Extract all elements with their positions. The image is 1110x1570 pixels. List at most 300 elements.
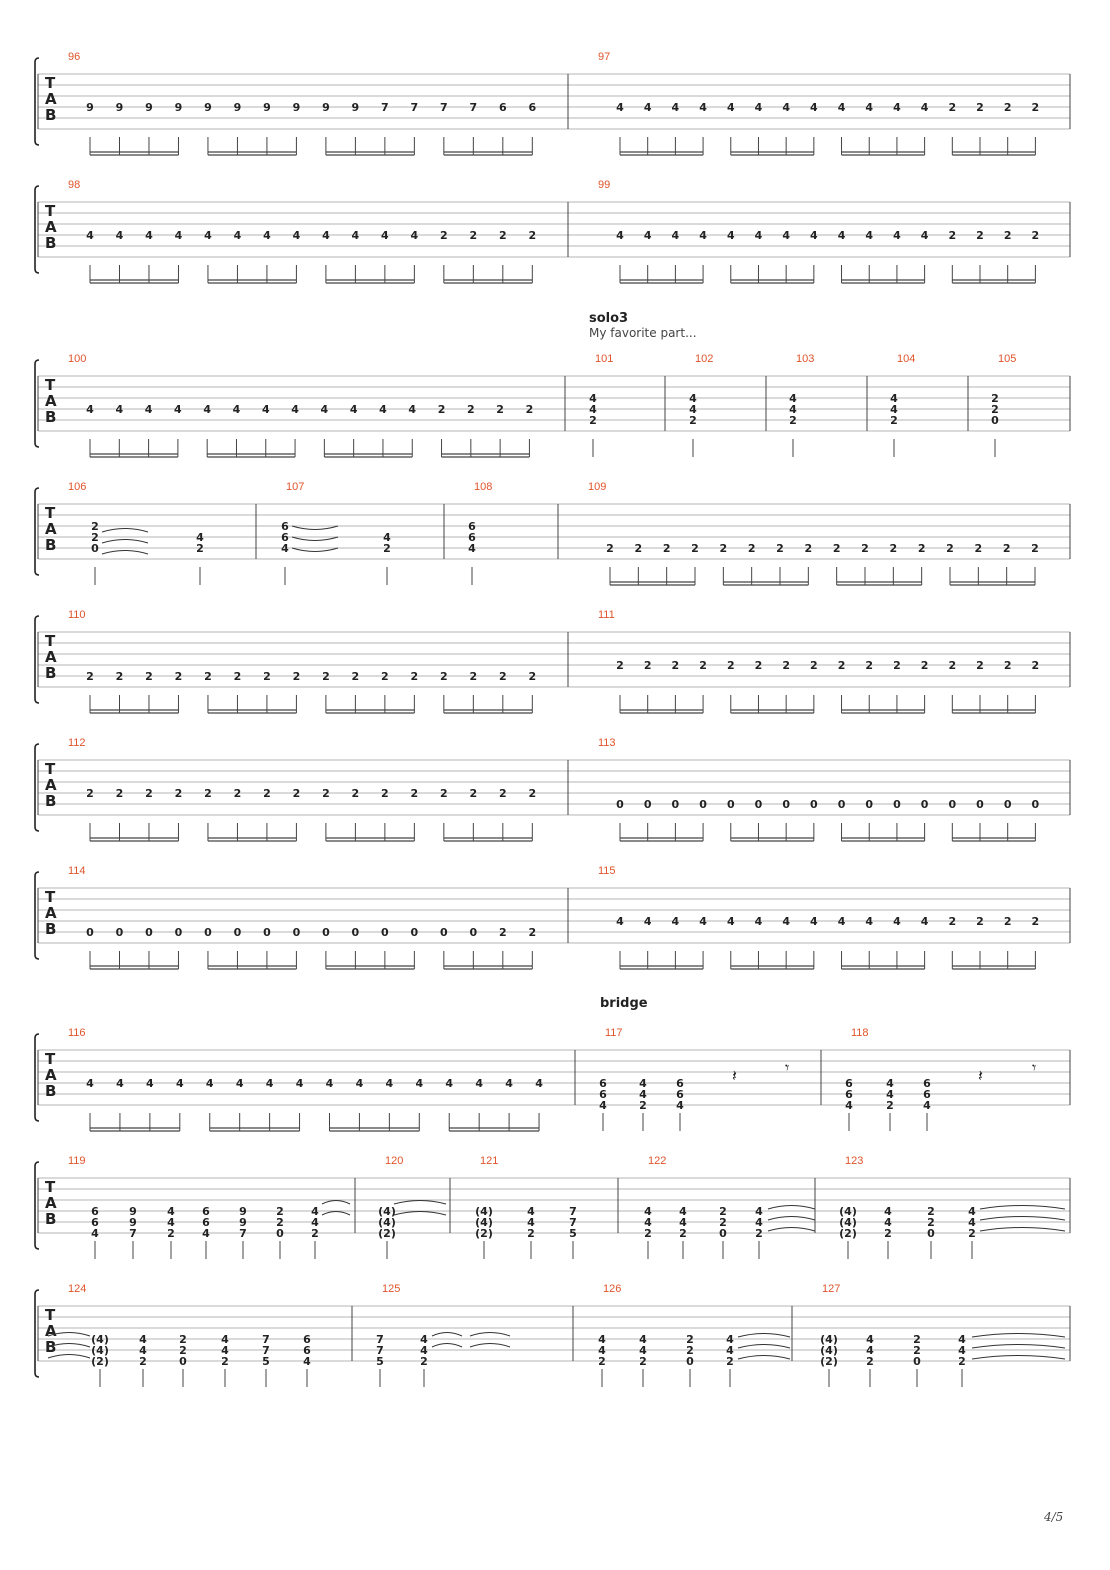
tab-clef-letter: T — [45, 74, 56, 92]
fret-number: 9 — [239, 1216, 247, 1229]
fret-number: 0 — [913, 1355, 921, 1368]
fret-number: 4 — [671, 915, 680, 928]
fret-number: 2 — [263, 670, 271, 683]
tab-clef-letter: T — [45, 376, 56, 394]
fret-number: 4 — [782, 101, 790, 114]
fret-number: 4 — [920, 101, 929, 114]
fret-number: 2 — [145, 670, 153, 683]
fret-number: 2 — [1003, 101, 1012, 114]
measure-number: 123 — [845, 1155, 864, 1167]
fret-number: 4 — [810, 101, 818, 114]
fret-number: 4 — [233, 229, 242, 242]
fret-number: (2) — [91, 1355, 109, 1368]
fret-number: 2 — [1003, 229, 1012, 242]
fret-number: 4 — [886, 1088, 894, 1101]
measure-number: 127 — [822, 1283, 841, 1295]
fret-number: 2 — [174, 670, 183, 683]
fret-number: 4 — [175, 1077, 184, 1090]
fret-number: (4) — [475, 1216, 493, 1229]
fret-number: 9 — [115, 101, 124, 114]
fret-number: 4 — [320, 403, 329, 416]
fret-number: 7 — [262, 1333, 270, 1346]
fret-number: 2 — [974, 542, 983, 555]
tie-arc — [102, 540, 148, 544]
fret-number: 6 — [528, 101, 537, 114]
fret-number: 2 — [747, 542, 756, 555]
tie-arc — [432, 1333, 462, 1337]
fret-number: 2 — [893, 659, 901, 672]
fret-number: 4 — [893, 101, 901, 114]
measure-number: 102 — [695, 353, 714, 365]
tie-arc — [292, 537, 338, 541]
fret-number: 9 — [145, 101, 153, 114]
fret-number: 4 — [884, 1216, 892, 1229]
fret-number: 2 — [292, 787, 301, 800]
tab-clef-letter: B — [45, 664, 57, 682]
fret-number: 4 — [639, 1088, 647, 1101]
fret-number: 4 — [174, 403, 182, 416]
fret-number: 2 — [634, 542, 643, 555]
fret-number: 4 — [689, 392, 697, 405]
fret-number: 2 — [927, 1205, 935, 1218]
fret-number: 4 — [468, 542, 476, 555]
measure-number: 101 — [595, 353, 614, 365]
fret-number: 0 — [976, 798, 984, 811]
fret-number: 4 — [754, 101, 763, 114]
fret-number: 2 — [976, 229, 984, 242]
fret-number: 6 — [303, 1333, 311, 1346]
section-subtitle: My favorite part... — [589, 326, 697, 340]
tie-arc — [738, 1334, 790, 1338]
fret-number: 0 — [726, 798, 735, 811]
fret-number: 2 — [946, 542, 954, 555]
fret-number: 0 — [699, 798, 707, 811]
fret-number: 4 — [782, 915, 790, 928]
fret-number: 4 — [221, 1344, 229, 1357]
measure-number: 117 — [605, 1027, 623, 1039]
tab-clef-letter: B — [45, 1082, 57, 1100]
measure-number: 116 — [68, 1027, 86, 1039]
fret-number: 4 — [886, 1077, 894, 1090]
fret-number: 4 — [205, 1077, 214, 1090]
fret-number: 6 — [599, 1077, 607, 1090]
fret-number: 2 — [691, 542, 699, 555]
fret-number: 4 — [837, 229, 846, 242]
measure-number: 121 — [480, 1155, 499, 1167]
fret-number: 0 — [643, 798, 652, 811]
tie-arc — [322, 1212, 350, 1216]
fret-number: 2 — [686, 1333, 694, 1346]
rest-symbol: 𝄽 — [978, 1066, 983, 1085]
fret-number: 2 — [115, 787, 124, 800]
fret-number: 4 — [639, 1333, 647, 1346]
fret-number: 2 — [948, 101, 957, 114]
fret-number: 2 — [810, 659, 818, 672]
fret-number: 4 — [616, 915, 624, 928]
fret-number: 2 — [311, 1227, 319, 1240]
fret-number: 4 — [893, 229, 901, 242]
fret-number: 4 — [865, 915, 874, 928]
fret-number: 0 — [115, 926, 124, 939]
fret-number: 2 — [1031, 101, 1040, 114]
fret-number: 2 — [589, 414, 597, 427]
fret-number: 0 — [292, 926, 301, 939]
fret-number: 0 — [719, 1227, 727, 1240]
fret-number: 4 — [726, 101, 735, 114]
fret-number: 4 — [589, 403, 597, 416]
fret-number: 4 — [349, 403, 358, 416]
fret-number: 2 — [383, 542, 391, 555]
fret-number: 4 — [598, 1333, 606, 1346]
tie-arc — [972, 1334, 1065, 1338]
fret-number: 7 — [376, 1333, 384, 1346]
tab-clef-letter: A — [45, 776, 57, 794]
fret-number: 6 — [281, 531, 289, 544]
fret-number: 4 — [527, 1205, 535, 1218]
fret-number: 4 — [383, 531, 391, 544]
fret-number: 2 — [890, 414, 898, 427]
fret-number: 0 — [920, 798, 929, 811]
tie-arc — [394, 1212, 446, 1216]
fret-number: 7 — [440, 101, 448, 114]
fret-number: 0 — [174, 926, 183, 939]
fret-number: 0 — [204, 926, 212, 939]
measure-number: 114 — [68, 865, 86, 877]
fret-number: 2 — [204, 787, 212, 800]
measure-number: 125 — [382, 1283, 401, 1295]
fret-number: 2 — [958, 1355, 966, 1368]
fret-number: 7 — [569, 1205, 577, 1218]
fret-number: 4 — [866, 1344, 874, 1357]
fret-number: (2) — [378, 1227, 396, 1240]
tab-clef-letter: A — [45, 648, 57, 666]
fret-number: 4 — [196, 531, 204, 544]
page-number: 4/5 — [1044, 1510, 1064, 1524]
fret-number: 2 — [322, 670, 330, 683]
fret-number: 7 — [239, 1227, 247, 1240]
measure-number: 104 — [897, 353, 916, 365]
fret-number: 4 — [726, 1344, 734, 1357]
fret-number: 2 — [886, 1099, 894, 1112]
tab-clef-letter: B — [45, 792, 57, 810]
fret-number: 2 — [351, 670, 360, 683]
fret-number: 4 — [643, 101, 652, 114]
fret-number: 2 — [525, 403, 534, 416]
fret-number: 6 — [845, 1088, 853, 1101]
fret-number: 5 — [262, 1355, 270, 1368]
measure-number: 124 — [68, 1283, 87, 1295]
fret-number: 2 — [527, 1227, 535, 1240]
fret-number: 4 — [292, 229, 301, 242]
fret-number: 4 — [837, 101, 846, 114]
fret-number: 2 — [528, 926, 537, 939]
fret-number: 2 — [861, 542, 869, 555]
rest-symbol: 𝄾 — [785, 1058, 790, 1077]
fret-number: 4 — [322, 229, 330, 242]
fret-number: 4 — [385, 1077, 394, 1090]
fret-number: 2 — [726, 1355, 734, 1368]
fret-number: 6 — [923, 1088, 931, 1101]
fret-number: 4 — [676, 1099, 684, 1112]
fret-number: (4) — [91, 1344, 109, 1357]
fret-number: 0 — [837, 798, 846, 811]
fret-number: 4 — [639, 1344, 647, 1357]
fret-number: 4 — [420, 1344, 428, 1357]
measure-number: 103 — [796, 353, 815, 365]
fret-number: 4 — [381, 229, 389, 242]
fret-number: 4 — [643, 229, 652, 242]
tab-clef-letter: T — [45, 1050, 56, 1068]
fret-number: 2 — [639, 1099, 647, 1112]
fret-number: 2 — [498, 229, 507, 242]
fret-number: 4 — [167, 1216, 175, 1229]
fret-number: 2 — [689, 414, 697, 427]
tab-clef-letter: A — [45, 392, 57, 410]
fret-number: 9 — [204, 101, 212, 114]
tab-clef-letter: B — [45, 106, 57, 124]
fret-number: 2 — [598, 1355, 606, 1368]
fret-number: 4 — [845, 1099, 853, 1112]
fret-number: (4) — [91, 1333, 109, 1346]
measure-number: 115 — [598, 865, 616, 877]
fret-number: 2 — [644, 1227, 652, 1240]
fret-number: 2 — [639, 1355, 647, 1368]
tab-clef-letter: T — [45, 202, 56, 220]
fret-number: 2 — [420, 1355, 428, 1368]
fret-number: 4 — [86, 403, 94, 416]
tab-clef-letter: B — [45, 1338, 57, 1356]
measure-number: 106 — [68, 481, 87, 493]
fret-number: 0 — [263, 926, 271, 939]
fret-number: 7 — [381, 101, 389, 114]
fret-number: 4 — [379, 403, 387, 416]
fret-number: 0 — [410, 926, 419, 939]
fret-number: 4 — [644, 1205, 652, 1218]
measure-number: 98 — [68, 179, 81, 191]
fret-number: 6 — [303, 1344, 311, 1357]
tab-clef-letter: T — [45, 1178, 56, 1196]
measure-number: 99 — [598, 179, 611, 191]
fret-number: 0 — [754, 798, 763, 811]
fret-number: 2 — [913, 1344, 921, 1357]
tab-clef-letter: B — [45, 234, 57, 252]
fret-number: 4 — [958, 1333, 966, 1346]
fret-number: 4 — [167, 1205, 175, 1218]
fret-number: 2 — [469, 229, 478, 242]
tie-arc — [102, 529, 148, 533]
fret-number: 2 — [976, 101, 984, 114]
fret-number: 4 — [726, 915, 735, 928]
fret-number: 4 — [598, 1344, 606, 1357]
fret-number: 4 — [671, 229, 680, 242]
fret-number: 4 — [263, 229, 271, 242]
measure-number: 108 — [474, 481, 493, 493]
measure-number: 100 — [68, 353, 87, 365]
fret-number: 4 — [689, 403, 697, 416]
fret-number: 4 — [505, 1077, 513, 1090]
fret-number: 4 — [865, 101, 874, 114]
fret-number: (4) — [475, 1205, 493, 1218]
tab-clef-letter: B — [45, 1210, 57, 1228]
fret-number: 4 — [86, 229, 94, 242]
fret-number: 9 — [322, 101, 330, 114]
fret-number: 2 — [968, 1227, 976, 1240]
fret-number: 2 — [276, 1216, 284, 1229]
fret-number: 2 — [139, 1355, 147, 1368]
measure-number: 122 — [648, 1155, 667, 1167]
fret-number: 4 — [616, 101, 624, 114]
fret-number: 0 — [233, 926, 242, 939]
tab-clef-letter: A — [45, 1194, 57, 1212]
fret-number: 2 — [776, 542, 784, 555]
fret-number: 4 — [968, 1205, 976, 1218]
fret-number: 4 — [890, 403, 898, 416]
tab-clef-letter: A — [45, 904, 57, 922]
fret-number: 2 — [884, 1227, 892, 1240]
fret-number: 0 — [671, 798, 680, 811]
tie-arc — [292, 526, 338, 530]
fret-number: 2 — [913, 1333, 921, 1346]
fret-number: 2 — [837, 659, 846, 672]
fret-number: 0 — [948, 798, 957, 811]
rest-symbol: 𝄾 — [1032, 1058, 1037, 1077]
fret-number: 4 — [86, 1077, 94, 1090]
fret-number: 2 — [86, 787, 94, 800]
measure-number: 97 — [598, 51, 611, 63]
fret-number: 4 — [291, 403, 299, 416]
fret-number: 7 — [376, 1344, 384, 1357]
tie-arc — [102, 551, 148, 555]
fret-number: 6 — [498, 101, 507, 114]
fret-number: 6 — [676, 1077, 684, 1090]
fret-number: 4 — [789, 403, 797, 416]
fret-number: 2 — [91, 520, 99, 533]
fret-number: 4 — [699, 101, 707, 114]
fret-number: 2 — [440, 670, 448, 683]
fret-number: 2 — [782, 659, 790, 672]
fret-number: 2 — [1031, 542, 1039, 555]
fret-number: 2 — [991, 403, 999, 416]
fret-number: 2 — [1002, 542, 1011, 555]
fret-number: 2 — [410, 787, 419, 800]
tie-arc — [980, 1217, 1065, 1221]
fret-number: 2 — [679, 1227, 687, 1240]
tab-clef-letter: T — [45, 632, 56, 650]
fret-number: 2 — [498, 787, 507, 800]
fret-number: 2 — [233, 670, 242, 683]
fret-number: 2 — [1031, 659, 1040, 672]
fret-number: 9 — [233, 101, 242, 114]
measure-number: 126 — [603, 1283, 622, 1295]
fret-number: 2 — [616, 659, 624, 672]
fret-number: 2 — [263, 787, 271, 800]
tab-clef-letter: B — [45, 536, 57, 554]
fret-number: 2 — [686, 1344, 694, 1357]
fret-number: 0 — [991, 414, 999, 427]
fret-number: (4) — [820, 1333, 838, 1346]
tab-clef-letter: A — [45, 90, 57, 108]
fret-number: 2 — [889, 542, 898, 555]
measure-number: 112 — [68, 737, 86, 749]
tab-clef-letter: A — [45, 218, 57, 236]
fret-number: (2) — [839, 1227, 857, 1240]
fret-number: 2 — [865, 659, 874, 672]
fret-number: 4 — [920, 229, 929, 242]
fret-number: 4 — [281, 542, 289, 555]
fret-number: 2 — [920, 659, 929, 672]
fret-number: 2 — [528, 670, 537, 683]
measure-number: 105 — [998, 353, 1017, 365]
fret-number: 7 — [410, 101, 419, 114]
fret-number: 4 — [146, 1077, 154, 1090]
measure-number: 111 — [598, 609, 615, 621]
fret-number: 4 — [115, 403, 124, 416]
fret-number: 0 — [440, 926, 448, 939]
fret-number: (4) — [820, 1344, 838, 1357]
fret-number: 2 — [699, 659, 707, 672]
fret-number: 2 — [440, 229, 448, 242]
tie-arc — [768, 1217, 815, 1221]
fret-number: 2 — [726, 659, 735, 672]
tab-clef-letter: A — [45, 1066, 57, 1084]
tab-clef-letter: T — [45, 888, 56, 906]
fret-number: 4 — [810, 915, 818, 928]
fret-number: 2 — [719, 1205, 727, 1218]
measure-number: 113 — [598, 737, 616, 749]
tie-arc — [470, 1344, 510, 1348]
fret-number: 2 — [976, 659, 984, 672]
fret-number: 0 — [686, 1355, 694, 1368]
fret-number: 4 — [202, 1227, 210, 1240]
fret-number: 4 — [755, 1216, 763, 1229]
fret-number: 2 — [115, 670, 124, 683]
fret-number: 2 — [410, 670, 419, 683]
tie-arc — [972, 1345, 1065, 1349]
fret-number: 4 — [311, 1216, 319, 1229]
fret-number: 2 — [467, 403, 475, 416]
fret-number: 4 — [139, 1344, 147, 1357]
fret-number: 4 — [837, 915, 846, 928]
fret-number: 6 — [202, 1216, 210, 1229]
fret-number: 0 — [179, 1355, 187, 1368]
fret-number: 4 — [221, 1333, 229, 1346]
fret-number: 2 — [498, 926, 507, 939]
fret-number: 6 — [599, 1088, 607, 1101]
fret-number: (4) — [839, 1216, 857, 1229]
fret-number: 0 — [893, 798, 901, 811]
measure-number: 118 — [851, 1027, 869, 1039]
fret-number: 2 — [948, 915, 957, 928]
fret-number: 2 — [991, 392, 999, 405]
fret-number: 2 — [196, 542, 204, 555]
fret-number: 4 — [115, 229, 124, 242]
fret-number: 2 — [1003, 915, 1012, 928]
tie-arc — [738, 1356, 790, 1360]
fret-number: 4 — [810, 229, 818, 242]
section-title: solo3 — [589, 311, 629, 326]
fret-number: 7 — [569, 1216, 577, 1229]
fret-number: 4 — [475, 1077, 483, 1090]
fret-number: 4 — [958, 1344, 966, 1357]
tie-arc — [980, 1206, 1065, 1210]
fret-number: 4 — [139, 1333, 147, 1346]
fret-number: 2 — [469, 670, 478, 683]
fret-number: 4 — [174, 229, 183, 242]
fret-number: 2 — [1003, 659, 1012, 672]
fret-number: 0 — [91, 542, 99, 555]
fret-number: 9 — [351, 101, 360, 114]
fret-number: 2 — [832, 542, 841, 555]
